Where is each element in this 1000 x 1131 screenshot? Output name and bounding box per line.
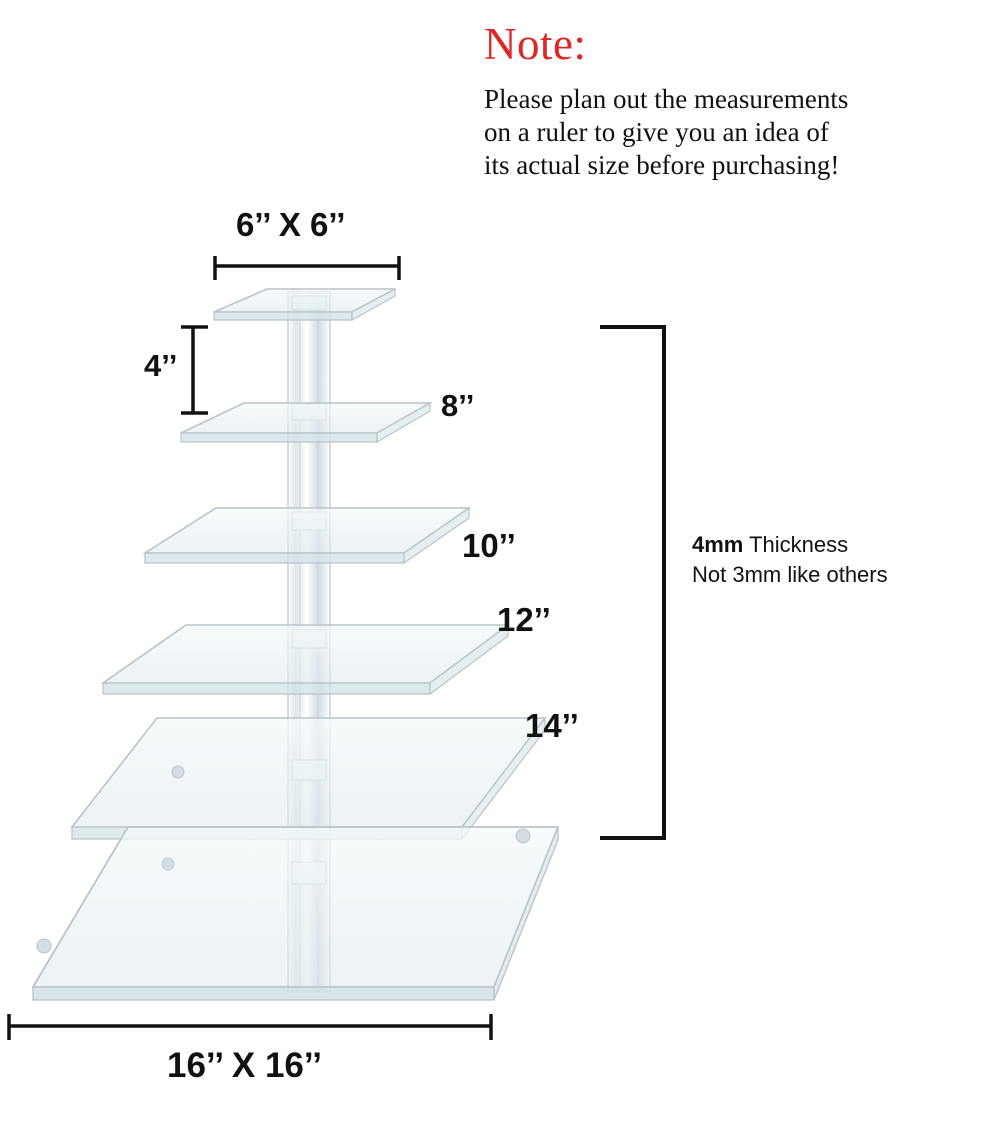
measure-tier-gap (181, 326, 208, 414)
note-line-2: on a ruler to give you an idea of (484, 117, 829, 147)
label-tier-12in: 12’’ (497, 601, 551, 638)
thickness-label: Thickness (743, 532, 849, 557)
label-top-tier-size: 6’’ X 6’’ (236, 206, 346, 243)
tier-plate-14in (72, 718, 545, 839)
note-line-3: its actual size before purchasing! (484, 150, 840, 180)
thickness-subtext: Not 3mm like others (692, 562, 888, 587)
measure-top-width (214, 256, 400, 280)
label-tier-gap: 4’’ (144, 348, 178, 383)
tier-plate-16in (33, 827, 558, 1000)
note-title: Note: (484, 19, 587, 69)
note-line-1: Please plan out the measurements (484, 84, 849, 114)
tier-plate-6in (214, 289, 395, 320)
measure-overall-height (600, 327, 664, 838)
label-tier-8in: 8’’ (441, 388, 475, 423)
tier-plate-12in (103, 625, 508, 694)
measure-base-width (8, 1014, 492, 1040)
tier-plate-10in (145, 508, 469, 563)
thickness-value: 4mm (692, 532, 744, 557)
label-tier-14in: 14’’ (525, 707, 579, 744)
label-base-size: 16’’ X 16’’ (167, 1046, 323, 1085)
label-tier-10in: 10’’ (462, 527, 516, 564)
tier-plate-8in (181, 403, 430, 442)
